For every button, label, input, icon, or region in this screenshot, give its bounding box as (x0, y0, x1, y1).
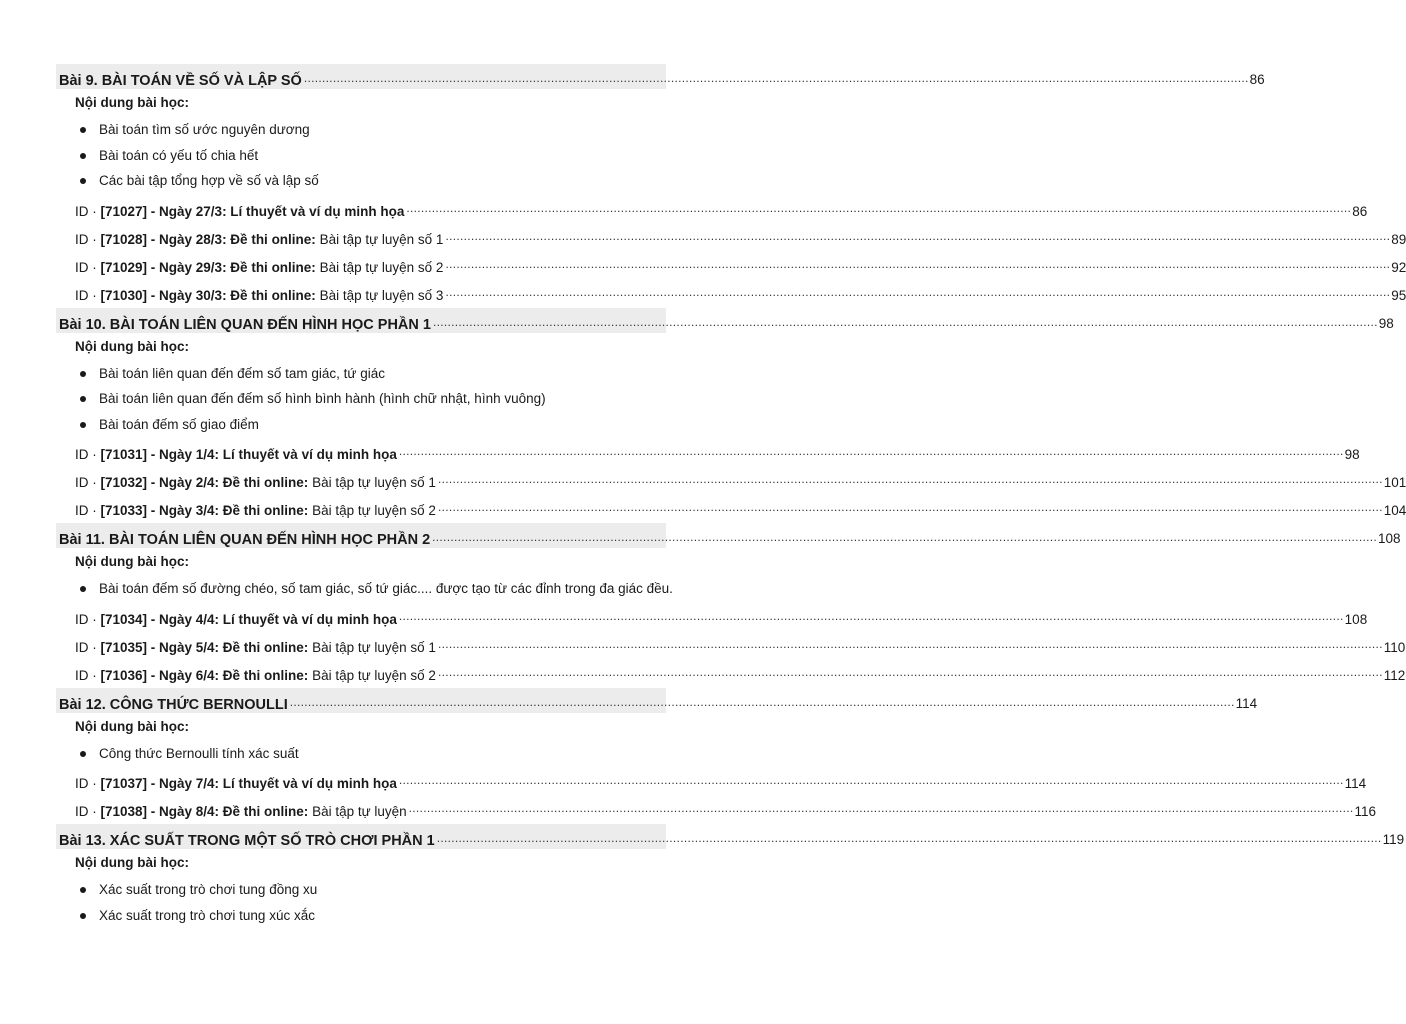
lesson-title: Bài 12. CÔNG THỨC BERNOULLI (59, 696, 288, 713)
dot-leader: .................................................................................................................................................................................................................................................................... (445, 284, 1391, 299)
entry-title-bold: [71036] - Ngày 6/4: Đề thi online: (100, 667, 309, 683)
lesson-heading[interactable] (56, 824, 1405, 849)
entry-page-number: 95 (1391, 287, 1406, 303)
topic-item (56, 741, 666, 767)
dot-leader: .................................................................................................................................................................................................................................................................... (289, 694, 1235, 709)
lesson-heading[interactable] (56, 64, 1265, 89)
entry-title-rest: Bài tập tự luyện số 1 (308, 639, 436, 655)
bullet-icon (80, 887, 86, 893)
lesson-heading[interactable] (56, 308, 1394, 333)
entry-page-number: 114 (1344, 776, 1367, 791)
entry-page-number: 116 (1354, 804, 1377, 819)
topic-text: Công thức Bernoulli tính xác suất (99, 745, 299, 761)
topic-text: Các bài tập tổng hợp về số và lập số (99, 173, 319, 188)
dot-leader: .................................................................................................................................................................................................................................................................... (303, 71, 1249, 85)
entry-title-bold: [71037] - Ngày 7/4: Lí thuyết và ví dụ minh họa (100, 776, 397, 791)
entry-prefix: ID · (75, 639, 101, 655)
dot-leader: .................................................................................................................................................................................................................................................................... (437, 636, 1383, 651)
entry-page-number: 89 (1391, 231, 1406, 247)
entry-label (75, 612, 397, 630)
topic-text: Xác suất trong trò chơi tung đồng xu (99, 882, 318, 897)
lesson-section (56, 64, 1406, 306)
lesson-heading[interactable] (56, 523, 1401, 548)
entry-label (75, 260, 443, 278)
entry-title-bold: [71031] - Ngày 1/4: Lí thuyết và ví dụ minh họa (100, 447, 397, 462)
entry-title-bold: [71027] - Ngày 27/3: Lí thuyết và ví dụ minh họa (100, 203, 405, 219)
topic-item (56, 361, 666, 387)
dot-leader: .................................................................................................................................................................................................................................................................... (406, 200, 1352, 215)
toc-entry[interactable] (56, 602, 1368, 630)
entry-prefix: ID · (75, 667, 101, 683)
entry-prefix: ID · (75, 287, 101, 303)
toc-entry[interactable] (56, 766, 1367, 794)
entry-prefix: ID · (75, 231, 101, 247)
dot-leader: .................................................................................................................................................................................................................................................................... (437, 500, 1383, 514)
topic-item (56, 168, 666, 194)
topic-text: Bài toán đếm số giao điểm (99, 416, 259, 432)
entry-label (75, 503, 436, 521)
toc-entry[interactable] (56, 658, 1406, 686)
topic-text: Bài toán đếm số đường chéo, số tam giác, số tứ giác.... được tạo từ các đỉnh trong đa giác đều. (99, 581, 673, 596)
entry-title-bold: [71028] - Ngày 28/3: Đề thi online: (100, 231, 316, 247)
entry-label (75, 447, 397, 465)
entry-label (75, 668, 436, 686)
entry-prefix: ID · (75, 447, 101, 462)
lesson-title: Bài 13. XÁC SUẤT TRONG MỘT SỐ TRÒ CHƠI PHẦN 1 (59, 833, 435, 849)
topic-text: Bài toán có yếu tố chia hết (99, 147, 259, 163)
entry-page-number: 98 (1344, 447, 1360, 462)
lesson-page-number: 119 (1382, 832, 1405, 847)
entry-prefix: ID · (75, 259, 101, 275)
topic-text: Bài toán liên quan đến đếm số tam giác, tứ giác (99, 365, 385, 381)
content-label: Nội dung bài học: (75, 718, 189, 734)
entry-page-number: 110 (1383, 639, 1406, 655)
content-label: Nội dung bài học: (75, 554, 189, 569)
topic-list (56, 877, 666, 928)
topic-item (56, 143, 666, 169)
entry-label (75, 288, 443, 306)
entry-label (75, 804, 407, 822)
toc-entry[interactable] (56, 465, 1406, 493)
entry-page-number: 101 (1383, 475, 1406, 490)
lesson-section (56, 308, 1406, 522)
entry-title-bold: [71029] - Ngày 29/3: Đề thi online: (100, 259, 316, 275)
entry-prefix: ID · (75, 503, 101, 518)
dot-leader: .................................................................................................................................................................................................................................................................... (432, 314, 1378, 329)
dot-leader: .................................................................................................................................................................................................................................................................... (398, 773, 1344, 787)
lesson-page-number: 86 (1249, 72, 1265, 87)
dot-leader: .................................................................................................................................................................................................................................................................... (437, 472, 1383, 486)
entry-label (75, 475, 436, 493)
lesson-title: Bài 9. BÀI TOÁN VỀ SỐ VÀ LẬP SỐ (59, 73, 302, 89)
entry-prefix: ID · (75, 203, 101, 219)
entry-title-rest: Bài tập tự luyện số 1 (308, 475, 436, 490)
lesson-page-number: 98 (1378, 315, 1394, 331)
toc-entry[interactable] (56, 194, 1368, 222)
lesson-title: Bài 10. BÀI TOÁN LIÊN QUAN ĐẾN HÌNH HỌC PHẦN 1 (59, 316, 431, 333)
entry-page-number: 112 (1383, 667, 1406, 683)
topic-item (56, 386, 666, 412)
entry-page-number: 104 (1383, 503, 1406, 518)
topic-item (56, 117, 666, 143)
topic-list (56, 117, 666, 194)
dot-leader: .................................................................................................................................................................................................................................................................... (436, 831, 1382, 845)
lesson-page-number: 114 (1235, 695, 1258, 711)
entry-prefix: ID · (75, 804, 101, 819)
topic-item (56, 877, 666, 903)
dot-leader: .................................................................................................................................................................................................................................................................... (432, 530, 1377, 544)
content-label: Nội dung bài học: (75, 338, 189, 354)
dot-leader: .................................................................................................................................................................................................................................................................... (408, 801, 1354, 815)
toc-entry[interactable] (56, 278, 1406, 306)
toc-entry[interactable] (56, 437, 1360, 465)
entry-title-bold: [71030] - Ngày 30/3: Đề thi online: (100, 287, 316, 303)
entry-page-number: 108 (1344, 611, 1368, 627)
lesson-section (56, 688, 1377, 823)
entry-title-bold: [71032] - Ngày 2/4: Đề thi online: (100, 475, 309, 490)
entry-label (75, 204, 404, 222)
topic-list (56, 741, 666, 767)
lesson-title: Bài 11. BÀI TOÁN LIÊN QUAN ĐẾN HÌNH HỌC PHẦN 2 (59, 532, 431, 548)
entry-page-number: 92 (1391, 259, 1406, 275)
bullet-icon (80, 127, 86, 133)
bullet-icon (80, 422, 86, 428)
entry-title-rest: Bài tập tự luyện số 2 (315, 259, 444, 275)
topic-list (56, 361, 666, 438)
entry-label (75, 640, 436, 658)
topic-text: Bài toán tìm số ước nguyên dương (99, 122, 310, 137)
entry-title-bold: [71035] - Ngày 5/4: Đề thi online: (100, 639, 309, 655)
topic-text: Xác suất trong trò chơi tung xúc xắc (99, 907, 315, 923)
toc-entry[interactable] (56, 493, 1406, 521)
content-label: Nội dung bài học: (75, 855, 189, 870)
entry-prefix: ID · (75, 776, 101, 791)
entry-page-number: 86 (1352, 203, 1368, 219)
entry-title-rest: Bài tập tự luyện (308, 804, 407, 819)
topic-item (56, 576, 673, 602)
entry-title-bold: [71034] - Ngày 4/4: Lí thuyết và ví dụ minh họa (100, 611, 397, 627)
bullet-icon (80, 913, 86, 919)
lesson-section (56, 523, 1406, 686)
bullet-icon (80, 153, 86, 159)
dot-leader: .................................................................................................................................................................................................................................................................... (445, 256, 1391, 271)
toc-entry[interactable] (56, 630, 1406, 658)
topic-text: Bài toán liên quan đến đếm số hình bình hành (hình chữ nhật, hình vuông) (99, 391, 546, 406)
topic-item (56, 903, 666, 929)
entry-prefix: ID · (75, 475, 101, 490)
table-of-contents (56, 64, 1406, 930)
entry-title-bold: [71038] - Ngày 8/4: Đề thi online: (100, 804, 309, 819)
toc-entry[interactable] (56, 250, 1406, 278)
dot-leader: .................................................................................................................................................................................................................................................................... (398, 444, 1344, 458)
entry-title-rest: Bài tập tự luyện số 1 (315, 231, 444, 247)
content-label: Nội dung bài học: (75, 95, 189, 110)
bullet-icon (80, 586, 86, 592)
dot-leader: .................................................................................................................................................................................................................................................................... (445, 228, 1391, 243)
bullet-icon (80, 396, 86, 402)
entry-title-rest: Bài tập tự luyện số 2 (308, 503, 436, 518)
bullet-icon (80, 178, 86, 184)
topic-item (56, 412, 666, 438)
toc-entry[interactable] (56, 222, 1406, 250)
lesson-page-number: 108 (1378, 531, 1401, 546)
entry-title-bold: [71033] - Ngày 3/4: Đề thi online: (100, 503, 309, 518)
entry-label (75, 232, 443, 250)
entry-title-rest: Bài tập tự luyện số 2 (308, 667, 436, 683)
dot-leader: .................................................................................................................................................................................................................................................................... (437, 664, 1383, 679)
entry-label (75, 776, 397, 794)
entry-prefix: ID · (75, 611, 101, 627)
toc-entry[interactable] (56, 794, 1377, 822)
dot-leader: .................................................................................................................................................................................................................................................................... (398, 608, 1344, 623)
entry-title-rest: Bài tập tự luyện số 3 (315, 287, 444, 303)
lesson-heading[interactable] (56, 688, 1258, 713)
lesson-section (56, 824, 1405, 928)
bullet-icon (80, 371, 86, 377)
bullet-icon (80, 751, 86, 757)
topic-list (56, 576, 673, 602)
